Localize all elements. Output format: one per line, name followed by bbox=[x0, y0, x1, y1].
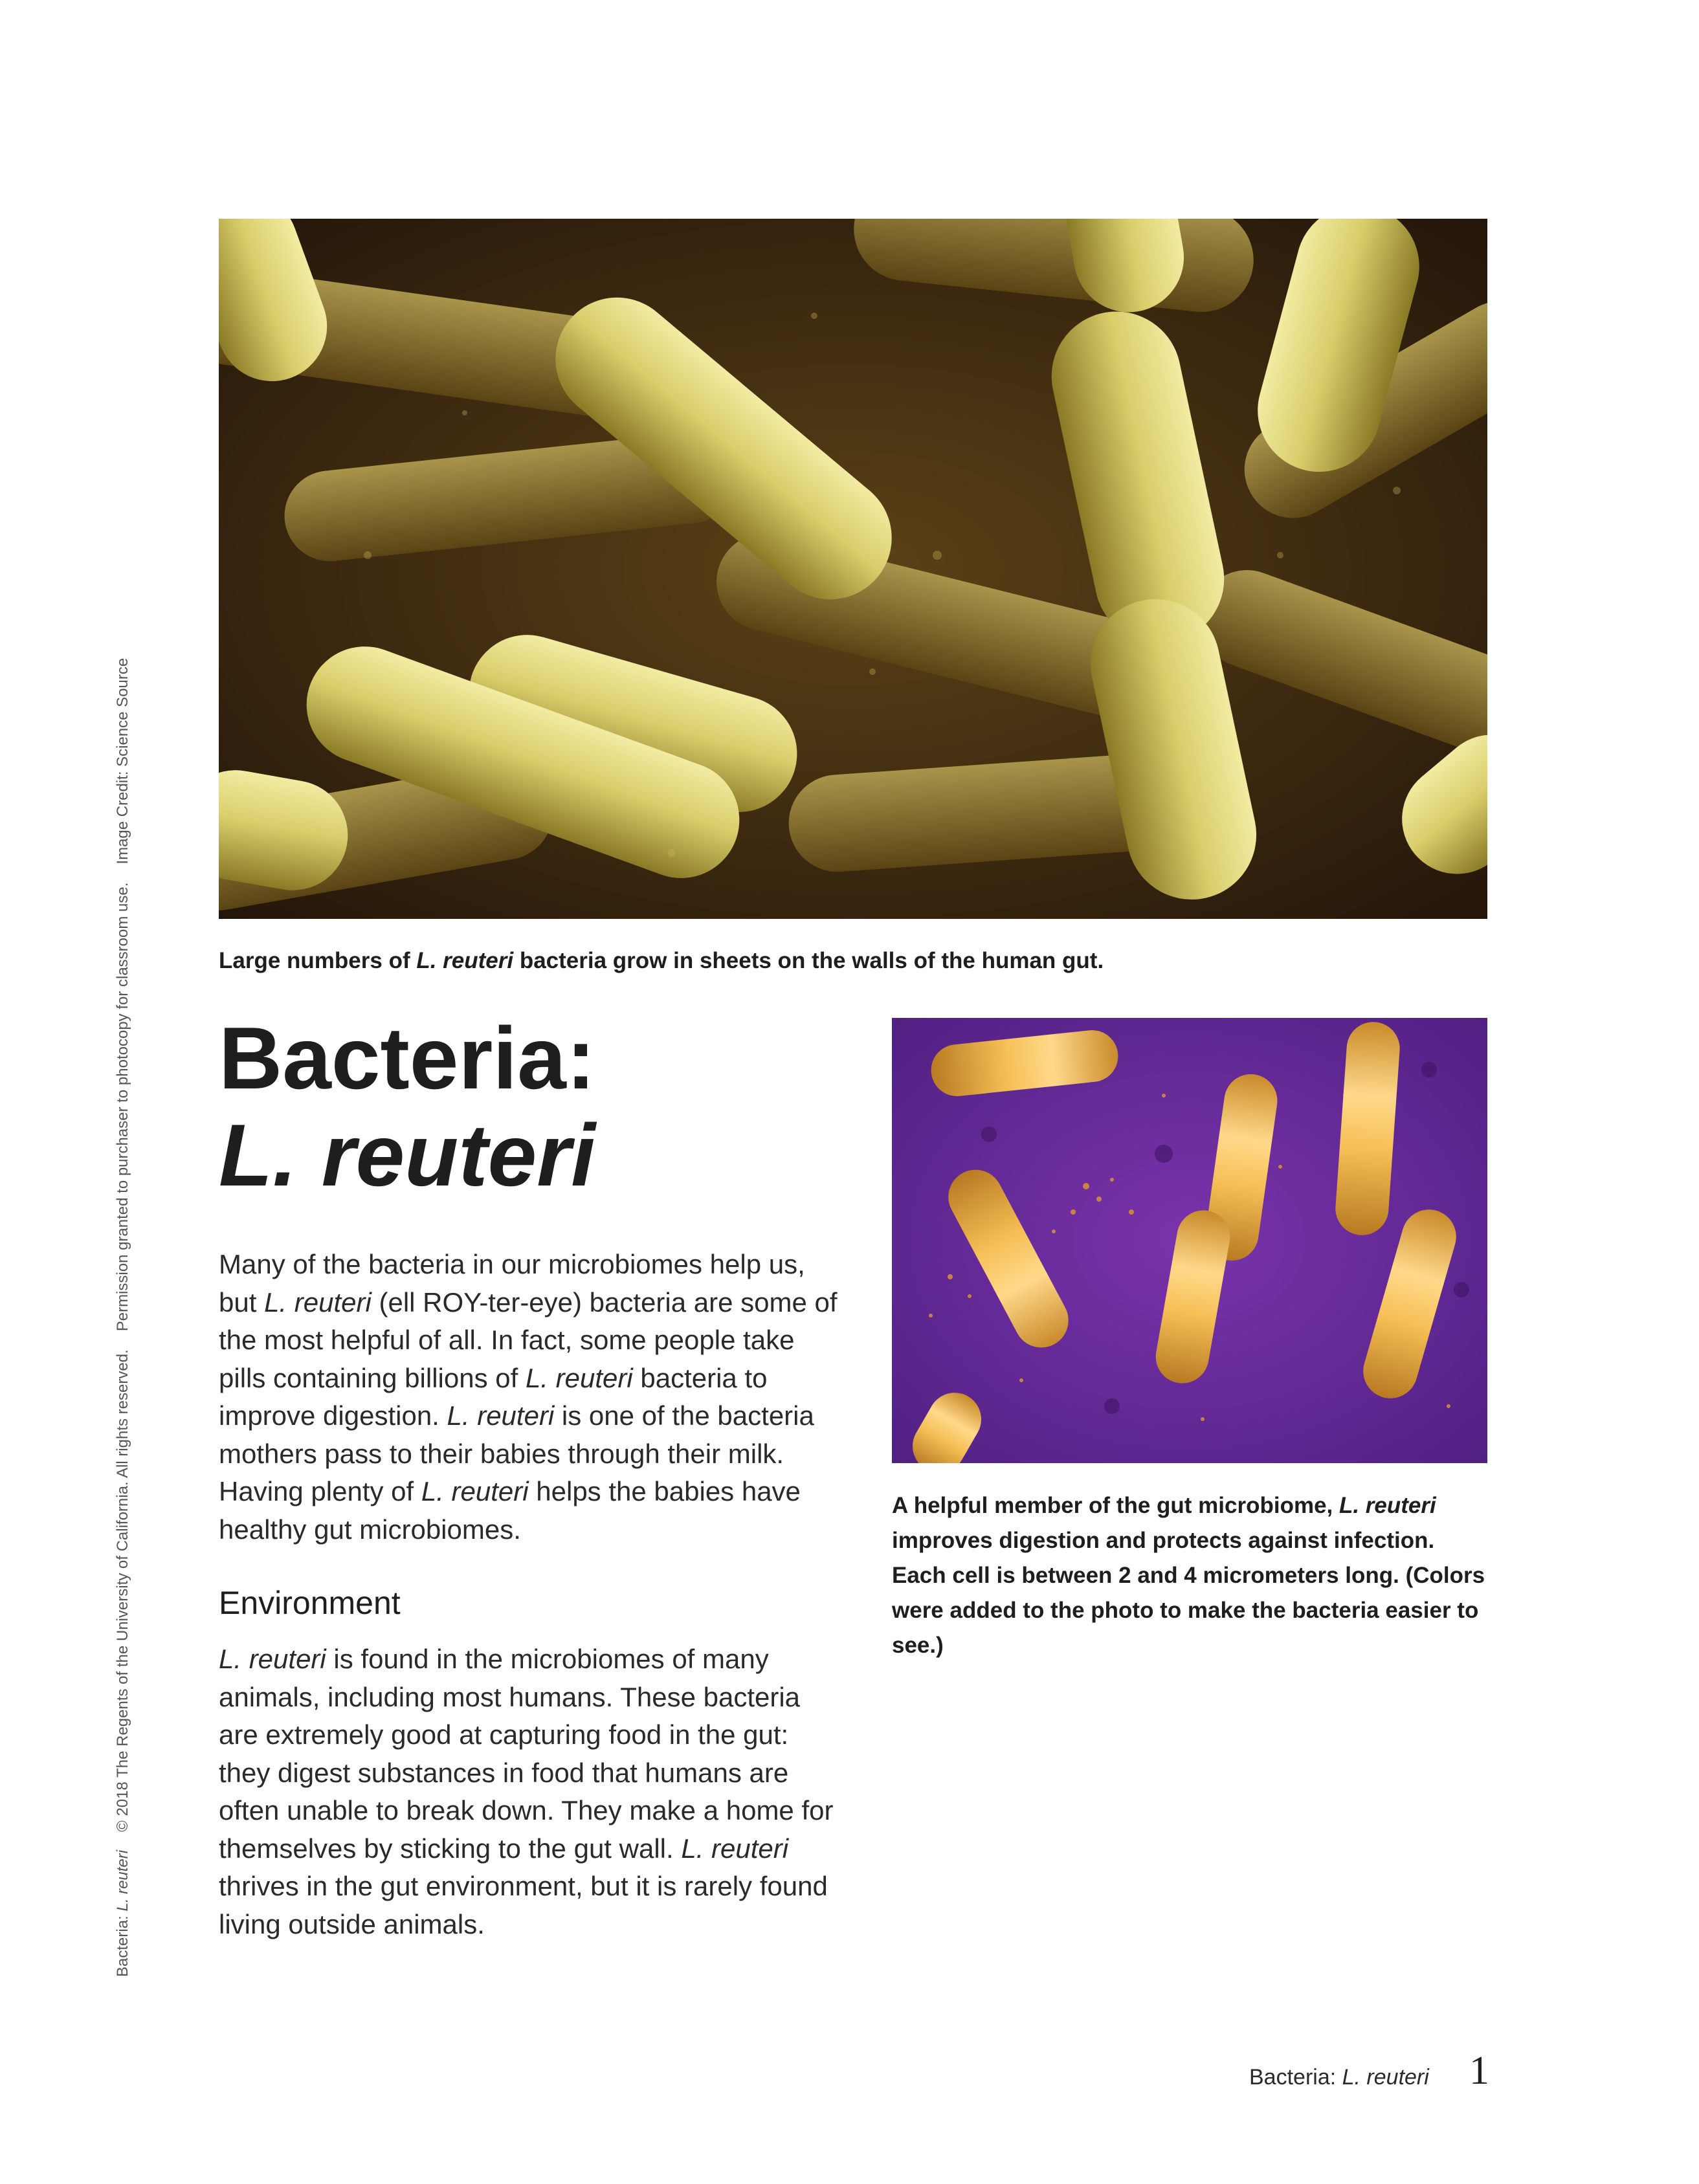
title-line-1: Bacteria: bbox=[219, 1009, 596, 1107]
hero-photo-caption bbox=[219, 943, 1487, 978]
caption-species-name: L. reuteri bbox=[416, 948, 514, 973]
hero-bacteria-photo bbox=[219, 219, 1487, 919]
caption-text: bacteria grow in sheets on the walls of the human gut. bbox=[513, 948, 1104, 973]
micrograph-caption: A helpful member of the gut microbiome, L. reuteri improves digestion and protects against infection. Each cell is between 2 and 4 micrometers long. (Colors were added to the photo to make the bacteria easier to see.) bbox=[892, 1493, 1485, 1658]
intro-paragraph: Many of the bacteria in our microbiomes help us, but L. reuteri (ell ROY-ter-eye) bacteria are some of the most helpful of all. In fact, some people take pills containing billions of L. reuteri bacteria to improve digestion. L. reuteri is one of the bacteria mothers pass to their babies through their milk. Having plenty of L. reuteri helps the babies have healthy gut microbiomes. bbox=[219, 1249, 838, 1545]
environment-paragraph: L. reuteri is found in the microbiomes of many animals, including most humans. These bacteria are extremely good at capturing food in the gut: they digest substances in food that humans are often unable to break down. They make a home for themselves by sticking to the gut wall. L. reuteri thrives in the gut environment, but it is rarely found living outside animals. bbox=[219, 1644, 834, 1939]
micrograph-bacteria-photo-icon bbox=[892, 1018, 1487, 1463]
page-title bbox=[219, 1009, 866, 1204]
footer-running-title: Bacteria: L. reuteri bbox=[1249, 2065, 1429, 2090]
environment-heading: Environment bbox=[219, 1585, 401, 1621]
page-number: 1 bbox=[1469, 2049, 1489, 2093]
caption-text: Large numbers of bbox=[219, 948, 417, 973]
sem-bacteria-photo-icon bbox=[219, 219, 1487, 919]
side-copyright-credit: Bacteria: L. reuteri© 2018 The Regents of the University of California. All rights reserved.Permission granted to purchaser to photocopy for classroom use.Image Credit: Science Source bbox=[114, 657, 131, 1977]
title-line-2: L. reuteri bbox=[219, 1106, 595, 1204]
micrograph-photo bbox=[892, 1018, 1487, 1463]
